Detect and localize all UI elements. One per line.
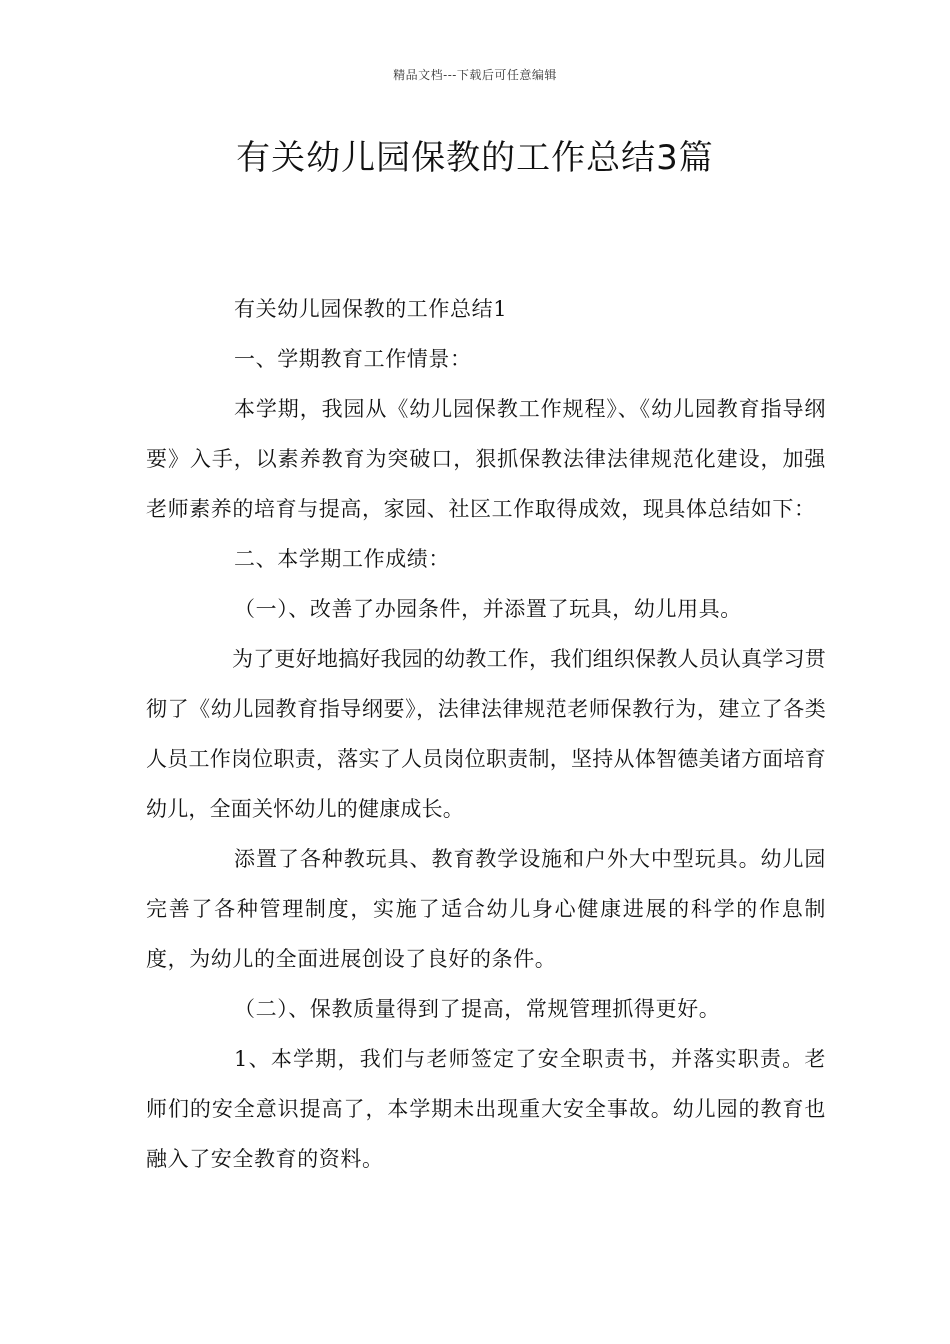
document-body bbox=[146, 284, 826, 1184]
paragraph: 本学期，我园从《幼儿园保教工作规程》、《幼儿园教育指导纲要》入手，以素养教育为突破口，狠抓保教法律法律规范化建设，加强老师素养的培育与提高，家园、社区工作取得成效，现具体总结如下： bbox=[146, 397, 826, 521]
paragraph: 1、本学期，我们与老师签定了安全职责书，并落实职责。老师们的安全意识提高了，本学期未出现重大安全事故。幼儿园的教育也融入了安全教育的资料。 bbox=[146, 1047, 826, 1171]
page-header: 精品文档---下载后可任意编辑 bbox=[393, 68, 557, 82]
paragraph: 添置了各种教玩具、教育教学设施和户外大中型玩具。幼儿园完善了各种管理制度，实施了适合幼儿身心健康进展的科学的作息制度，为幼儿的全面进展创设了良好的条件。 bbox=[146, 847, 826, 971]
subsection-heading: 二、本学期工作成绩： bbox=[234, 547, 450, 571]
document-title: 有关幼儿园保教的工作总结3篇 bbox=[236, 138, 714, 178]
subsection-heading: 一、学期教育工作情景： bbox=[234, 347, 472, 371]
list-heading: （二）、保教质量得到了提高，常规管理抓得更好。 bbox=[234, 997, 721, 1021]
list-heading: （一）、改善了办园条件，并添置了玩具，幼儿用具。 bbox=[234, 597, 742, 621]
section-heading: 有关幼儿园保教的工作总结1 bbox=[234, 297, 508, 321]
paragraph: 为了更好地搞好我园的幼教工作，我们组织保教人员认真学习贯彻了《幼儿园教育指导纲要》，法律法律规范老师保教行为，建立了各类人员工作岗位职责，落实了人员岗位职责制，坚持从体智德美诸方面培育幼儿，全面关怀幼儿的健康成长。 bbox=[146, 647, 826, 821]
